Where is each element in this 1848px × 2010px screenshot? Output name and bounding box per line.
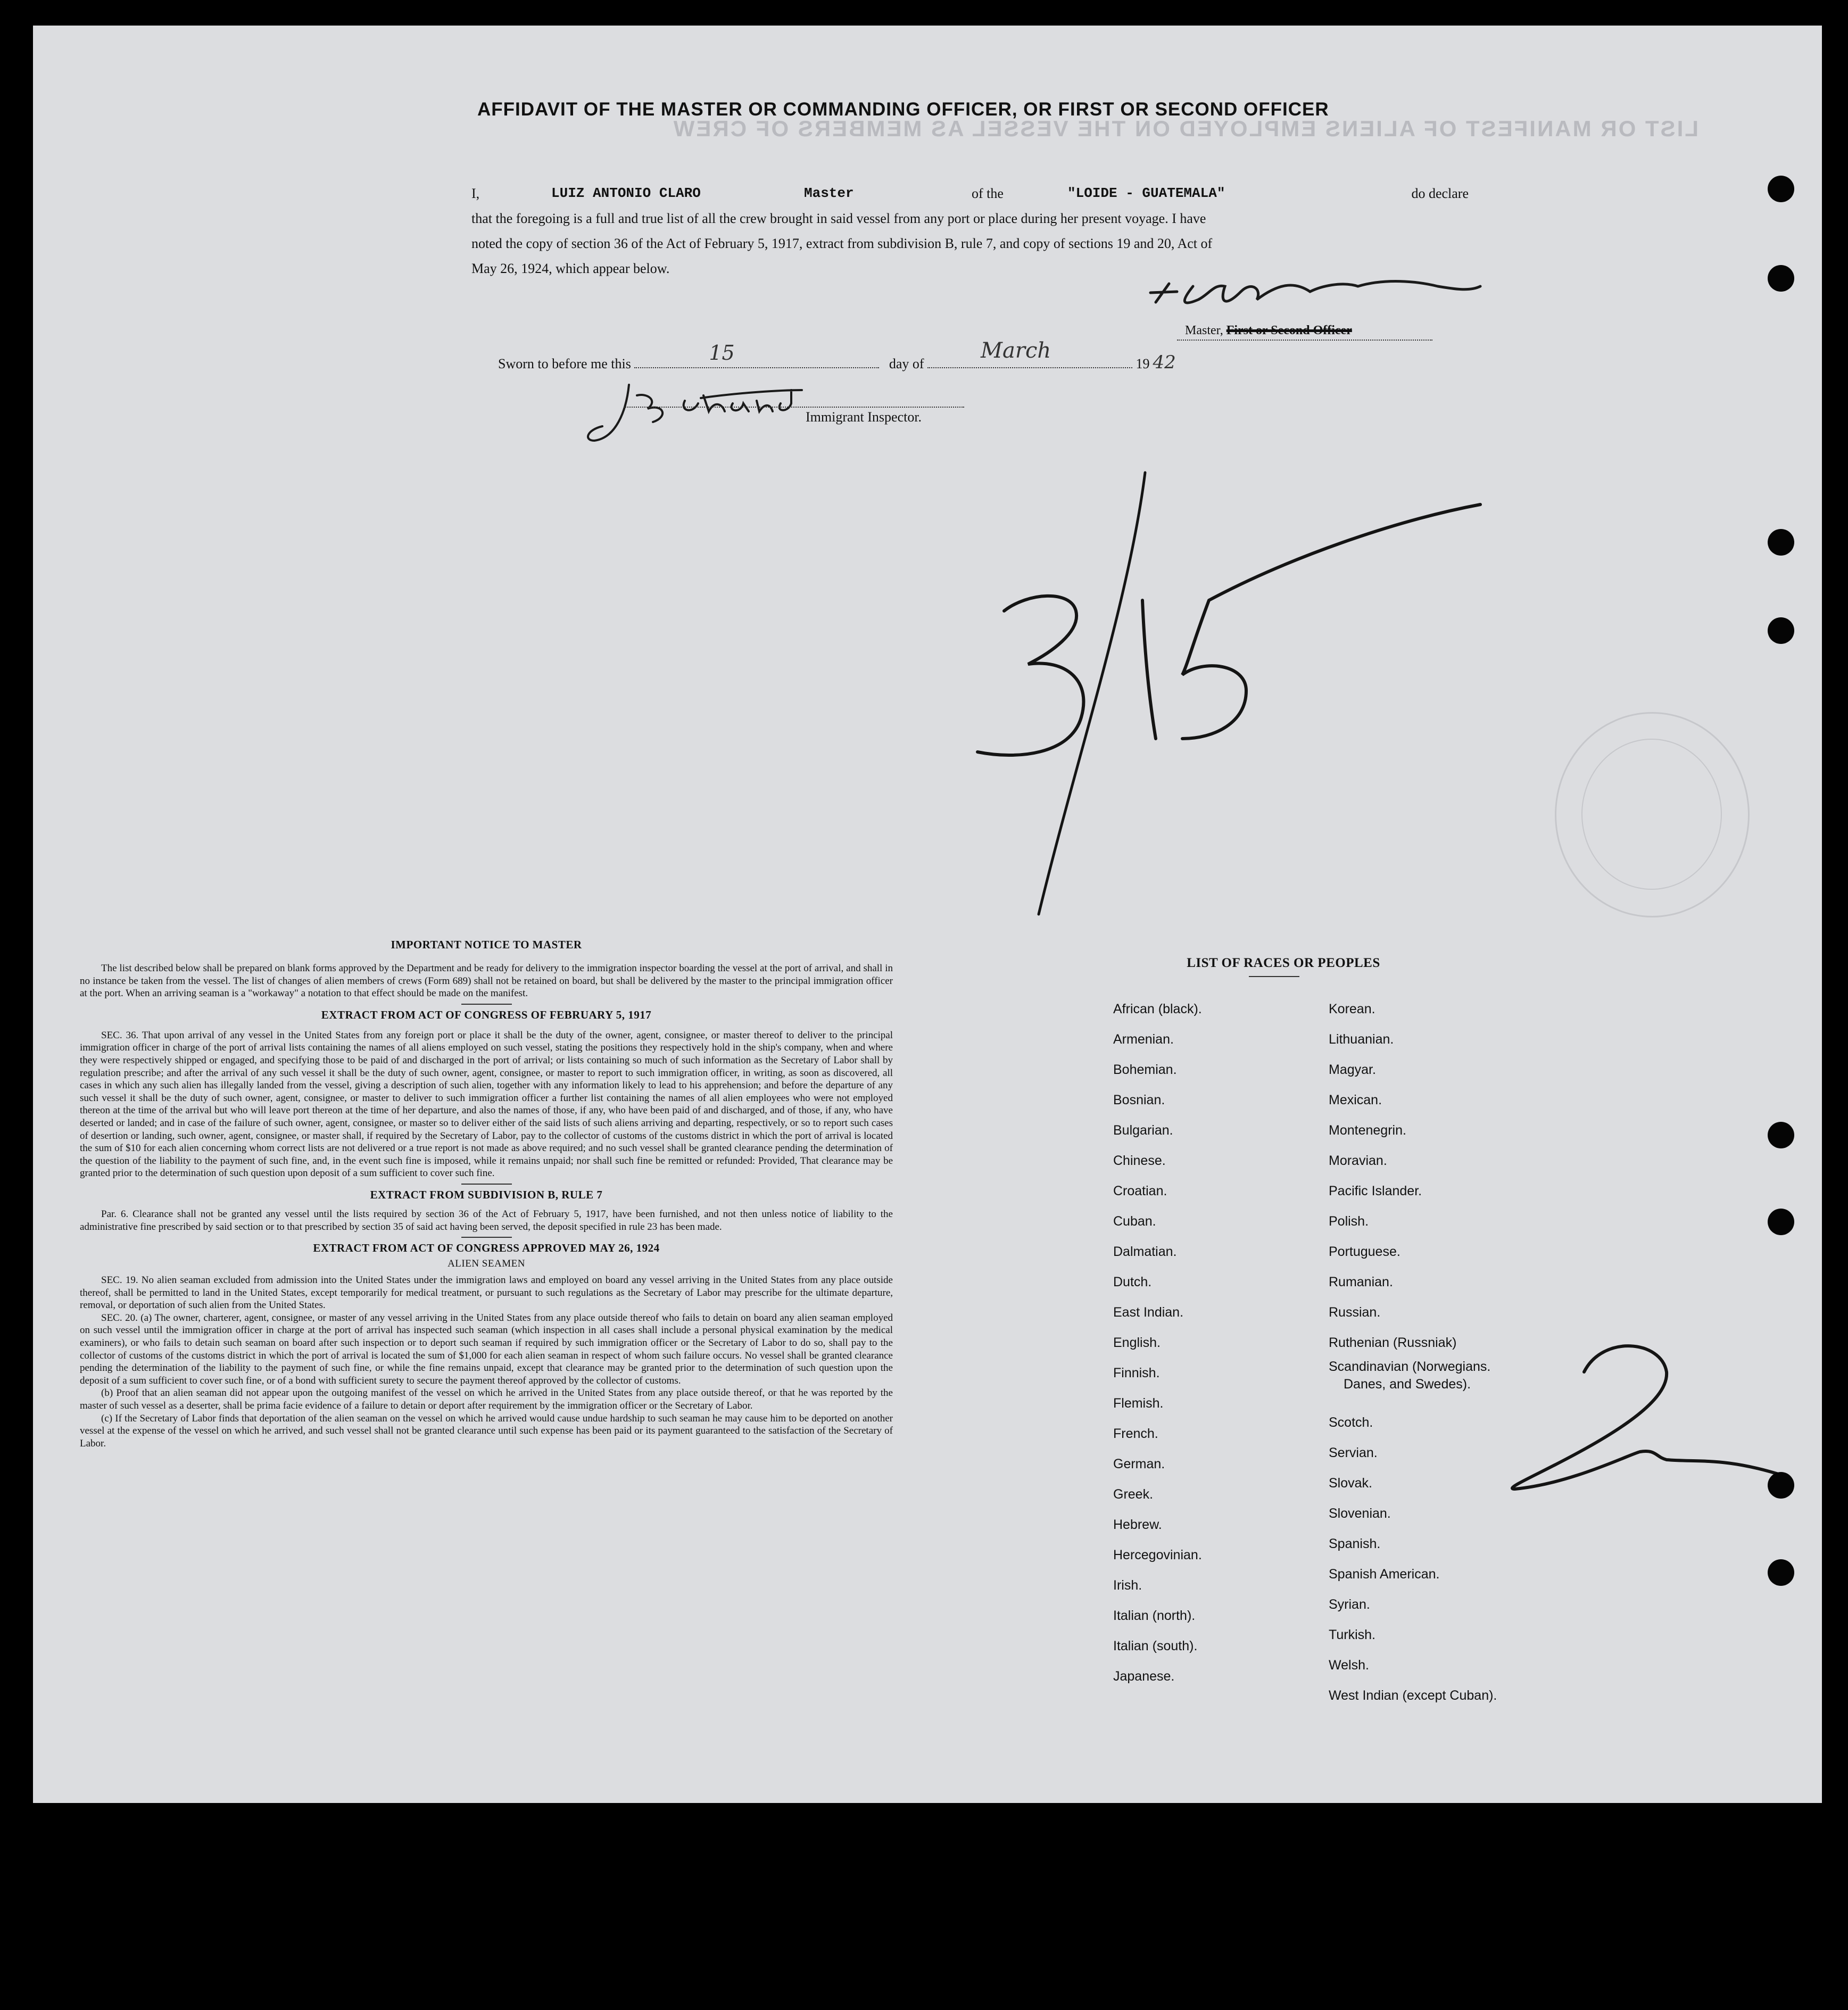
- race-item: Slovenian.: [1329, 1506, 1391, 1521]
- sec-36-text: SEC. 36. That upon arrival of any vessel in the United States from any foreign port or place it shall be the duty of the owner, agent, consignee, or master thereof to deliver to the principal immigration officer in charge of the port of arrival lists containing the names of all aliens employed on such vessel, stating the positions they respectively hold in the ship's company, when and where they were respectively shipped or engaged, and specifying those to be paid of and discharged in the port of arrival; or lists containing so much of such information as the Secretary of Labor shall by regulation prescribe; and after the arrival of any such vessel it shall be the duty of such owner, agent, consignee, or master to report to such immigration officer, in writing, as soon as discovered, all cases in which any such alien has illegally landed from the vessel, giving a description of such alien, together with any information likely to lead to his apprehension; and before the departure of any such vessel it shall be the duty of such owner, agent, consignee, or master to deliver to such immigration officer a further list containing the names of all alien employees who were not employed thereon at the time of the arrival but who will leave port thereon at the time of her departure, and also the names of those, if any, who have been paid of and discharged, and of those, if any, who have deserted or landed; and in case of the failure of such owner, agent, consignee, or master so to deliver either of the said lists of such aliens arriving and departing, respectively, or so to report such cases of desertion or landing, such owner, agent, consignee, or master shall, if required by the Secretary of Labor, pay to the collector of customs of the customs district in which the port of arrival is located the sum of $10 for each alien concerning whom correct lists are not delivered or a true report is not made as above required; and no such vessel shall be granted clearance pending the determination of the question of the liability to the payment of such fine, and, in the event such fine is imposed, while it remains unpaid; nor shall such fine be remitted or refunded: Provided, That clearance may be granted prior to the determination of such question upon deposit of a sum sufficient to cover such fine.: [80, 1029, 893, 1179]
- race-item: Spanish American.: [1329, 1567, 1440, 1582]
- of-the-label: of the: [972, 186, 1004, 201]
- divider: [461, 1184, 512, 1185]
- sec-19-text: SEC. 19. No alien seaman excluded from admission into the United States under the immigration laws and employed on board any vessel arriving in the United States from any place outside thereof, shall be permitted to land in the United States, except temporarily for medical treatment, or pursuant to such regulations as the Secretary of Labor may prescribe for the ultimate departure, removal, or deportation of such alien from the United States.: [80, 1275, 893, 1311]
- binder-hole: [1768, 1559, 1794, 1586]
- race-item: Korean.: [1329, 1002, 1375, 1016]
- extract-1917-title: EXTRACT FROM ACT OF CONGRESS OF FEBRUARY 5, 1917: [321, 1008, 652, 1021]
- races-title-rule: [1249, 976, 1299, 977]
- races-title: LIST OF RACES OR PEOPLES: [1187, 956, 1380, 970]
- year-suffix: 42: [1153, 352, 1176, 373]
- binder-hole: [1768, 265, 1794, 292]
- alien-seamen-title: ALIEN SEAMEN: [448, 1258, 525, 1270]
- races-column-2: [1329, 994, 1605, 1358]
- inspector-label: Immigrant Inspector.: [806, 409, 922, 425]
- race-item: Irish.: [1113, 1578, 1142, 1593]
- race-item: Danes, and Swedes).: [1344, 1377, 1471, 1392]
- notice-column: [80, 938, 893, 1450]
- handwritten-date-mark: [969, 441, 1555, 920]
- divider: [461, 1237, 512, 1238]
- race-item: Italian (north).: [1113, 1608, 1196, 1623]
- race-item: Polish.: [1329, 1214, 1369, 1229]
- affidavit-title: AFFIDAVIT OF THE MASTER OR COMMANDING OFFICER, OR FIRST OR SECOND OFFICER: [477, 99, 1329, 120]
- declaration-line-3: noted the copy of section 36 of the Act of February 5, 1917, extract from subdivision B, rule 7, and copy of sections 19 and 20, Act of: [471, 236, 1213, 251]
- declaration-line: [471, 181, 1469, 206]
- struck-officer-title: First or Second Officer: [1226, 324, 1352, 337]
- sworn-label: Sworn to before me this: [498, 356, 631, 371]
- race-item: Dutch.: [1113, 1275, 1152, 1289]
- race-item: Portuguese.: [1329, 1244, 1400, 1259]
- race-item: Mexican.: [1329, 1093, 1382, 1107]
- master-signature-rule: [1177, 340, 1432, 341]
- sec-20b-text: (b) Proof that an alien seaman did not appear upon the outgoing manifest of the vessel on which he arrived in the United States from any place outside thereof, or that he was reported by the master of such vessel as a deserter, shall be prima facie evidence of a failure to detain or deport after requirement by the immigration officer or the Secretary of Labor.: [80, 1387, 893, 1412]
- race-item: French.: [1113, 1426, 1158, 1441]
- race-item: Scotch.: [1329, 1415, 1373, 1430]
- race-item: German.: [1113, 1457, 1165, 1471]
- race-item: Rumanian.: [1329, 1275, 1393, 1289]
- master-name: LUIZ ANTONIO CLARO: [551, 185, 701, 201]
- race-item: Slovak.: [1329, 1476, 1372, 1491]
- race-item: Hebrew.: [1113, 1517, 1162, 1532]
- race-item: Armenian.: [1113, 1032, 1174, 1047]
- race-item: Bohemian.: [1113, 1062, 1177, 1077]
- notice-title: IMPORTANT NOTICE TO MASTER: [391, 938, 582, 951]
- affidavit-text: [471, 181, 1469, 281]
- bleed-through-title: LIST OR MANIFEST OF ALIENS EMPLOYED ON THE VESSEL AS MEMBERS OF CREW: [672, 116, 1698, 141]
- race-item: Flemish.: [1113, 1396, 1164, 1411]
- race-item: English.: [1113, 1335, 1161, 1350]
- master-signature-line: Master, First or Second Officer: [1185, 324, 1352, 337]
- race-item: Russian.: [1329, 1305, 1381, 1320]
- race-item: Pacific Islander.: [1329, 1184, 1422, 1198]
- races-column-2-rest: [1329, 1408, 1627, 1711]
- sec-20c-text: (c) If the Secretary of Labor finds that deportation of the alien seaman on the vessel on which he arrived would cause undue hardship to such seaman he may cause him to be deported on another vessel at the expense of the vessel on which he arrived, and such vessel shall not be granted clearance until such expense has been paid or its payment guaranteed to the satisfaction of the Secretary of Labor.: [80, 1412, 893, 1449]
- vessel-name: "LOIDE - GUATEMALA": [1067, 185, 1225, 201]
- races-column-1: [1113, 994, 1315, 1692]
- race-item: Bulgarian.: [1113, 1123, 1173, 1138]
- manifest-page: [33, 26, 1822, 1803]
- divider: [461, 1004, 512, 1005]
- sworn-day-dots: [634, 341, 879, 368]
- declaration-line-2: that the foregoing is a full and true list of all the crew brought in said vessel from any port or place during her present voyage. I have: [471, 211, 1206, 226]
- master-title: Master: [1185, 324, 1220, 337]
- par-6-text: Par. 6. Clearance shall not be granted any vessel until the lists required by section 36 of the Act of February 5, 1917, have been furnished, and not then unless notice of liability to the administrative fine prescribed by said section or to that prescribed by section 35 of said act having been served, the deposit specified in rule 23 has been made.: [80, 1208, 893, 1233]
- day-of-label: day of: [889, 356, 924, 371]
- extract-1924-title: EXTRACT FROM ACT OF CONGRESS APPROVED MAY 26, 1924: [313, 1242, 660, 1255]
- binder-hole: [1768, 1209, 1794, 1235]
- race-item: Chinese.: [1113, 1153, 1166, 1168]
- race-item: Scandinavian (Norwegians.: [1329, 1359, 1491, 1374]
- sworn-line: [498, 338, 1349, 376]
- year-prefix: 19: [1136, 356, 1150, 371]
- race-item: Welsh.: [1329, 1658, 1369, 1673]
- race-item: African (black).: [1113, 1002, 1202, 1016]
- race-item: West Indian (except Cuban).: [1329, 1688, 1497, 1703]
- race-item: Bosnian.: [1113, 1093, 1165, 1107]
- race-item: Dalmatian.: [1113, 1244, 1177, 1259]
- sworn-month-dots: [927, 338, 1132, 368]
- sec-20a-text: SEC. 20. (a) The owner, charterer, agent, consignee, or master of any vessel arriving in the United States from any place outside thereof who fails to detain on board any alien seaman employed on such vessel until the immigration officer in charge at the port of arrival has inspected such seaman (which inspection in all cases shall include a personal physical examination by the medical examiners), or who fails to detain such seaman on board after such inspection or to deport such seaman if required by such immigration officer or the Secretary of Labor to do so, shall pay to the collector of customs of the customs district in which the port of arrival is located the sum of $1,000 for each alien seaman in respect of whom such failure occurs. No vessel shall be granted clearance pending the determination of the liability to the payment of such fine, or while the fine remains unpaid, except that clearance may be granted prior to the determination of such question upon the deposit of a sum sufficient to cover such fine, or of a bond with sufficient surety to secure the payment thereof approved by the collector of customs.: [80, 1312, 893, 1386]
- races-scandinavian: [1329, 1358, 1605, 1393]
- sworn-month: March: [981, 338, 1051, 363]
- race-item: Greek.: [1113, 1487, 1154, 1502]
- binder-hole: [1768, 529, 1794, 556]
- race-item: Cuban.: [1113, 1214, 1156, 1229]
- race-item: Japanese.: [1113, 1669, 1175, 1684]
- race-item: Italian (south).: [1113, 1639, 1198, 1653]
- race-item: Lithuanian.: [1329, 1032, 1394, 1047]
- declaration-prefix: I,: [471, 186, 480, 201]
- race-item: Spanish.: [1329, 1536, 1381, 1551]
- race-item: Syrian.: [1329, 1597, 1370, 1612]
- declare-label: do declare: [1411, 186, 1469, 201]
- race-item: Magyar.: [1329, 1062, 1376, 1077]
- binder-hole: [1768, 617, 1794, 644]
- extract-rule7-title: EXTRACT FROM SUBDIVISION B, RULE 7: [370, 1188, 603, 1201]
- race-item: Moravian.: [1329, 1153, 1387, 1168]
- race-item: East Indian.: [1113, 1305, 1184, 1320]
- race-item: Croatian.: [1113, 1184, 1167, 1198]
- race-item: Ruthenian (Russniak): [1329, 1335, 1457, 1350]
- race-item: Servian.: [1329, 1445, 1378, 1460]
- race-item: Hercegovinian.: [1113, 1548, 1202, 1562]
- notice-text: The list described below shall be prepared on blank forms approved by the Department and be ready for delivery to the immigration inspector boarding the vessel at the port of arrival, and shall in no instance be taken from the vessel. The list of changes of alien members of crews (Form 689) shall not be retained on board, but shall be delivered by the master to the principal immigration officer at the port. When an arriving seaman is a "workaway" a notation to that effect should be made on the manifest.: [80, 963, 893, 999]
- race-item: Montenegrin.: [1329, 1123, 1406, 1138]
- binder-hole: [1768, 176, 1794, 202]
- master-signature: [1118, 270, 1486, 329]
- race-item: Turkish.: [1329, 1627, 1375, 1642]
- seal-stamp-inner: [1581, 739, 1722, 890]
- declaration-line-4: May 26, 1924, which appear below.: [471, 261, 670, 276]
- sworn-day-number: 15: [709, 341, 735, 365]
- binder-hole: [1768, 1472, 1794, 1499]
- binder-hole: [1768, 1122, 1794, 1148]
- master-role: Master: [804, 185, 854, 201]
- race-item: Finnish.: [1113, 1366, 1160, 1380]
